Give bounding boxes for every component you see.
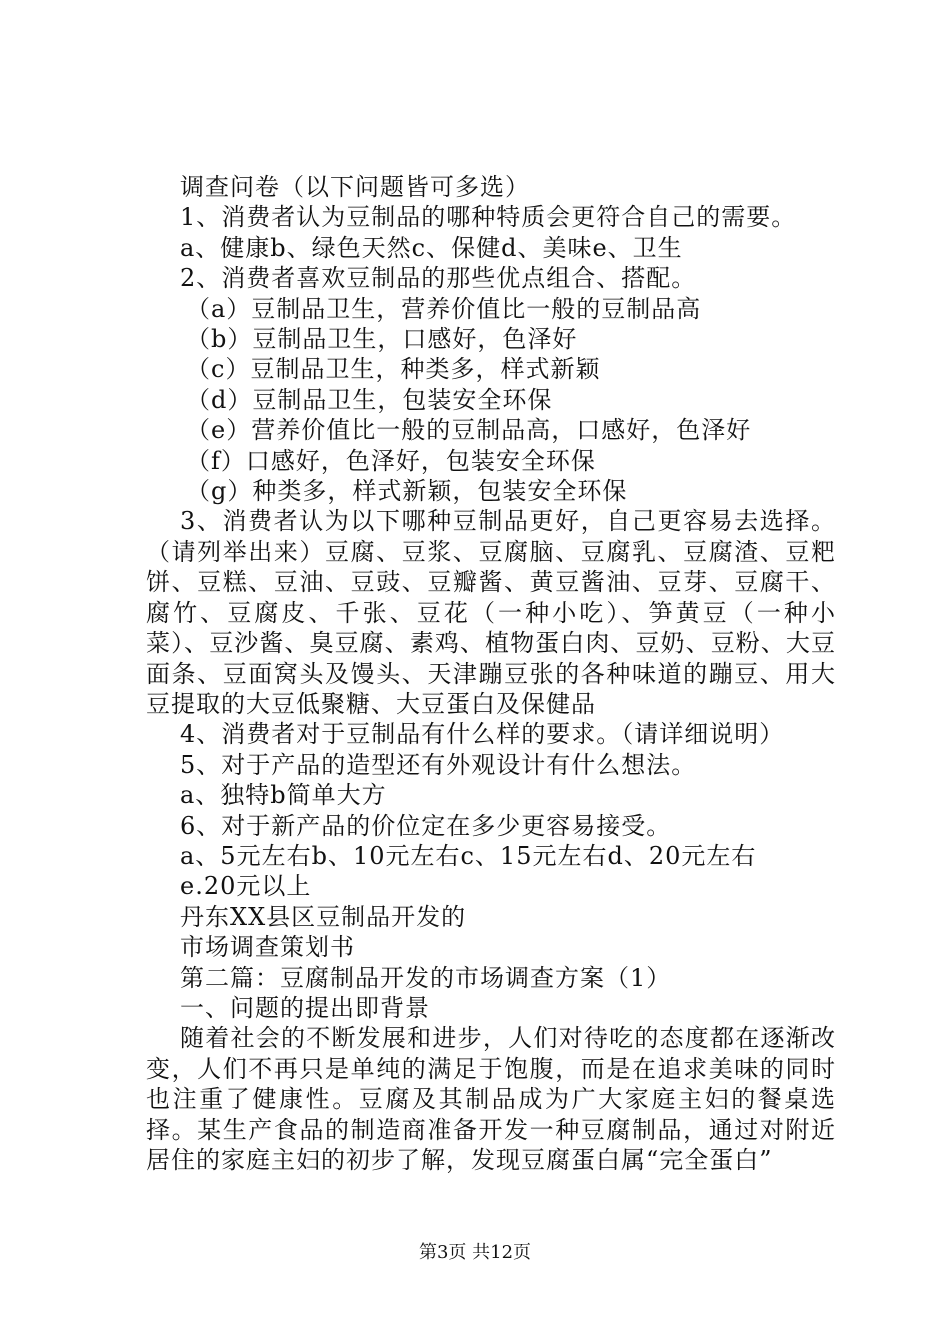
question-5: 5、对于产品的造型还有外观设计有什么想法。	[180, 750, 697, 779]
question-6-options: a、5元左右b、10元左右c、15元左右d、20元左右	[180, 841, 757, 870]
question-2-option-d: （d）豆制品卫生，包装安全环保	[186, 385, 553, 414]
question-2-option-f: （f）口感好，色泽好，包装安全环保	[186, 446, 596, 475]
question-2-option-g: （g）种类多，样式新颖，包装安全环保	[186, 477, 628, 506]
question-6-option-e: e.20元以上	[180, 872, 312, 901]
question-3-paragraph: 3、消费者认为以下哪种豆制品更好，自己更容易去选择。（请列举出来）豆腐、豆浆、豆腐脑、豆腐乳、豆腐渣、豆粑饼、豆糕、豆油、豆豉、豆瓣酱、黄豆酱油、豆芽、豆腐干、腐竹、豆腐皮、千张、豆花（一种小吃）、笋黄豆（一种小菜）、豆沙酱、臭豆腐、素鸡、植物蛋白肉、豆奶、豆粉、大豆面条、豆面窝头及馒头、天津蹦豆张的各种味道的蹦豆、用大豆提取的大豆低聚糖、大豆蛋白及保健品	[146, 507, 836, 718]
question-1: 1、消费者认为豆制品的哪种特质会更符合自己的需要。	[180, 203, 797, 232]
question-5-options: a、独特b简单大方	[180, 781, 387, 810]
background-heading: 一、问题的提出即背景	[180, 993, 430, 1022]
page-number-footer: 第3页 共12页	[418, 1242, 532, 1263]
questionnaire-heading: 调查问卷（以下问题皆可多选）	[180, 173, 530, 201]
question-2: 2、消费者喜欢豆制品的那些优点组合、搭配。	[180, 264, 697, 293]
question-4: 4、消费者对于豆制品有什么样的要求。（请详细说明）	[180, 720, 785, 749]
question-2-option-e: （e）营养价值比一般的豆制品高，口感好，色泽好	[186, 416, 752, 445]
document-body	[146, 172, 836, 1175]
question-6: 6、对于新产品的价位定在多少更容易接受。	[180, 811, 672, 840]
plan-title-line-1: 丹东XX县区豆制品开发的	[180, 902, 467, 931]
question-1-options: a、健康b、绿色天然c、保健d、美味e、卫生	[180, 233, 683, 262]
question-2-option-a: （a）豆制品卫生，营养价值比一般的豆制品高	[186, 294, 702, 323]
plan-title-line-2: 市场调查策划书	[180, 933, 355, 962]
section-2-heading: 第二篇：豆腐制品开发的市场调查方案（1）	[180, 963, 672, 992]
background-paragraph: 随着社会的不断发展和进步，人们对待吃的态度都在逐渐改变，人们不再只是单纯的满足于饱腹，而是在追求美味的同时也注重了健康性。豆腐及其制品成为广大家庭主妇的餐桌选择。某生产食品的制造商准备开发一种豆腐制品，通过对附近居住的家庭主妇的初步了解，发现豆腐蛋白属“完全蛋白”	[146, 1024, 836, 1174]
question-2-option-c: （c）豆制品卫生，种类多，样式新颖	[186, 355, 601, 384]
question-2-option-b: （b）豆制品卫生，口感好，色泽好	[186, 325, 578, 354]
